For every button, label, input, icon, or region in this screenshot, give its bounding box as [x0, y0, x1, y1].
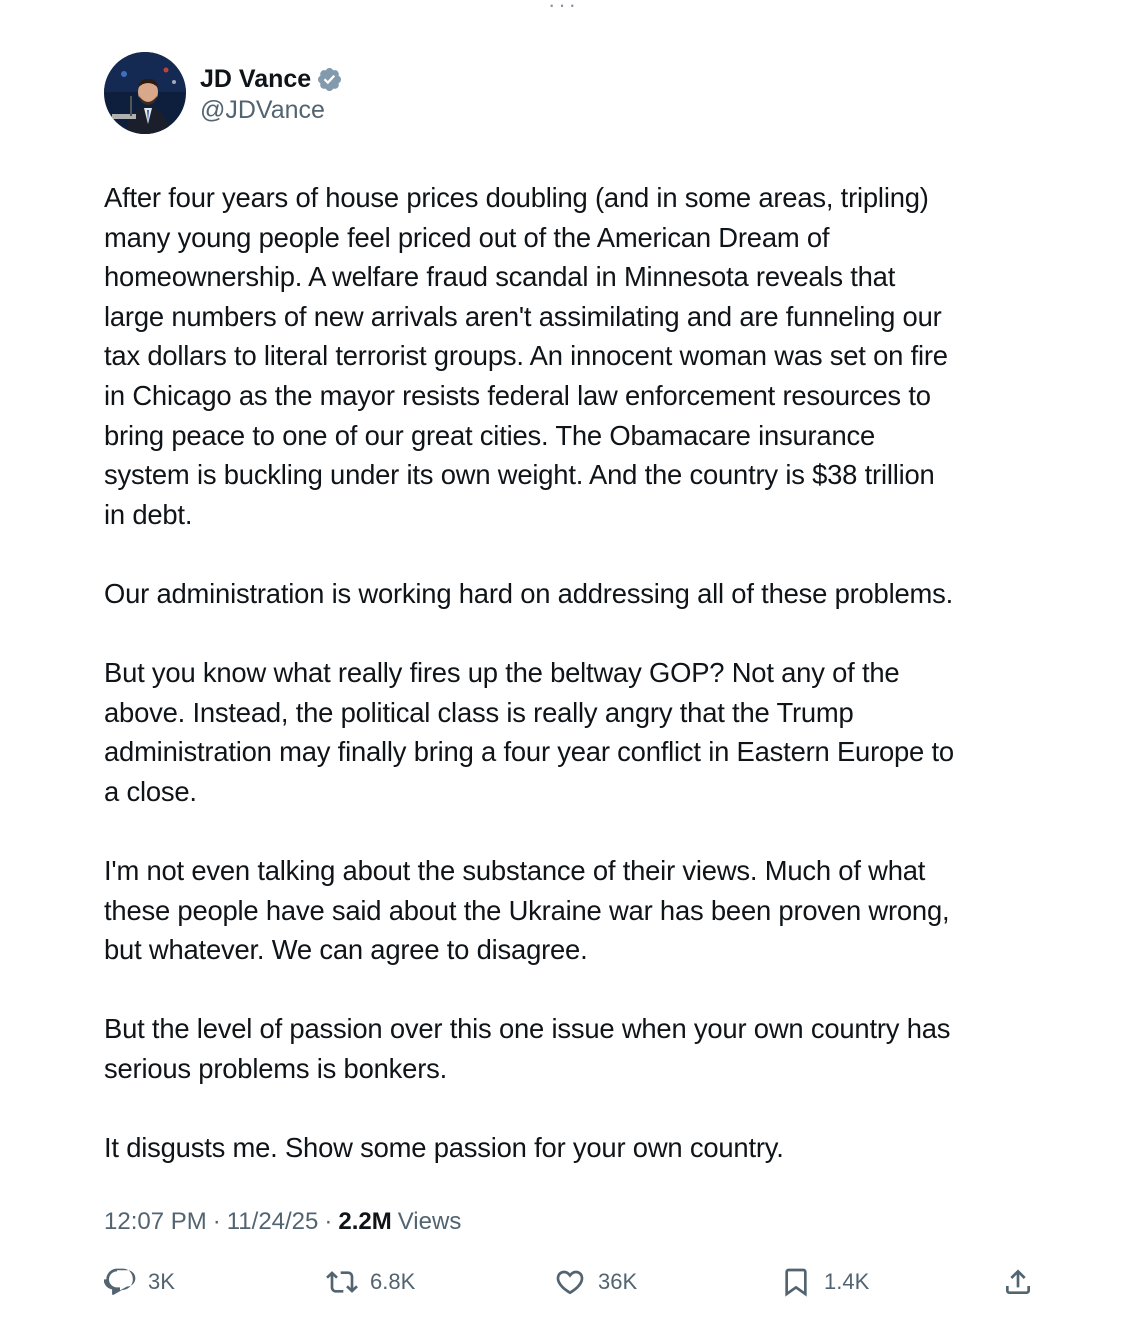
- post-date[interactable]: 11/24/25: [226, 1208, 319, 1235]
- share-icon: [1002, 1266, 1034, 1298]
- views-label: Views: [397, 1208, 462, 1235]
- author-names: [200, 62, 343, 125]
- post-meta: [104, 1208, 461, 1236]
- bookmark-button[interactable]: [780, 1262, 869, 1302]
- heart-icon: [554, 1266, 586, 1298]
- post-body: [104, 178, 1044, 1207]
- post-paragraph: But you know what really fires up the beltway GOP? Not any of the above. Instead, the political class is really angry that the Trump administration may finally bring a four year conflict in Eastern Europe to a close.: [104, 657, 954, 807]
- action-bar: [104, 1262, 1036, 1302]
- repost-button[interactable]: [326, 1262, 415, 1302]
- post-paragraph: Our administration is working hard on addressing all of these problems.: [104, 577, 954, 609]
- like-button[interactable]: [554, 1262, 637, 1302]
- reply-icon: [104, 1266, 136, 1298]
- post-paragraph: It disgusts me. Show some passion for your own country.: [104, 1132, 784, 1164]
- bookmark-icon: [780, 1266, 812, 1298]
- repost-icon: [326, 1266, 358, 1298]
- avatar[interactable]: [104, 52, 186, 134]
- post-paragraph: After four years of house prices doubling (and in some areas, tripling) many young people feel priced out of the American Dream of homeownership. A welfare fraud scandal in Minnesota reveals that large numbers of new arrivals aren't assimilating and are funneling our tax dollars to literal terrorist groups. An innocent woman was set on fire in Chicago as the mayor resists federal law enforcement resources to bring peace to one of our great cities. The Obamacare insurance system is buckling under its own weight. And the country is $38 trillion in debt.: [104, 182, 948, 530]
- post-paragraph: But the level of passion over this one issue when your own country has serious problems is bonkers.: [104, 1013, 951, 1085]
- post-header: [104, 52, 343, 134]
- author-display-name[interactable]: JD Vance: [200, 65, 312, 93]
- author-handle[interactable]: @JDVance: [200, 95, 325, 124]
- views-count[interactable]: 2.2M: [338, 1208, 392, 1235]
- bookmark-count: 1.4K: [824, 1269, 870, 1294]
- post-time[interactable]: 12:07 PM: [104, 1208, 207, 1235]
- post-paragraph: I'm not even talking about the substance of their views. Much of what these people have said about the Ukraine war has been proven wrong, but whatever. We can agree to disagree.: [104, 855, 950, 966]
- reply-count: 3K: [148, 1269, 175, 1294]
- meta-separator: ·: [324, 1208, 333, 1235]
- meta-separator: ·: [212, 1208, 221, 1235]
- like-count: 36K: [598, 1269, 638, 1294]
- more-options-icon[interactable]: ···: [548, 0, 579, 17]
- repost-count: 6.8K: [370, 1269, 416, 1294]
- verified-badge-icon[interactable]: [316, 66, 343, 93]
- share-button[interactable]: [1002, 1262, 1034, 1302]
- reply-button[interactable]: [104, 1262, 175, 1302]
